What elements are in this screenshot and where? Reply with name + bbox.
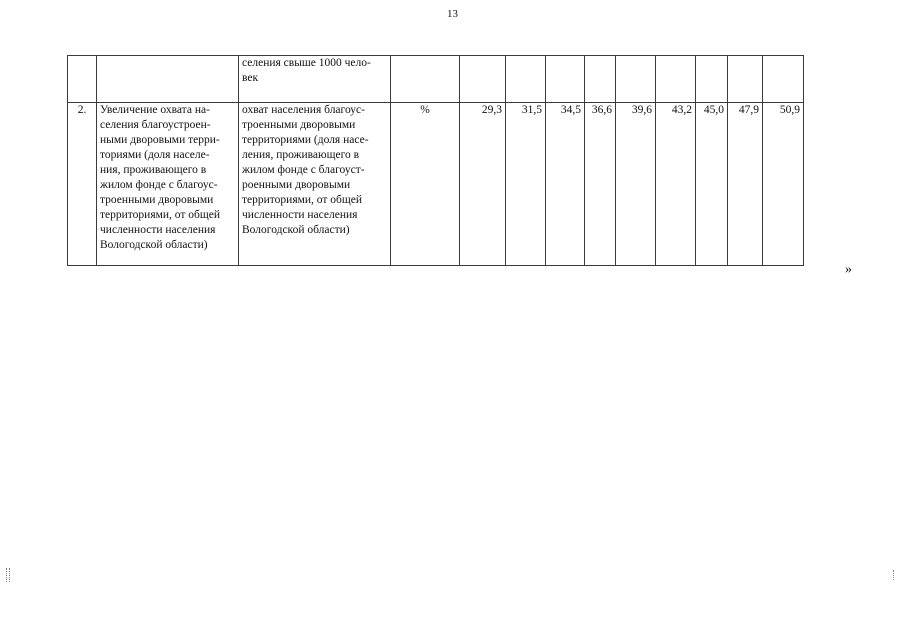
value-cell: [763, 56, 804, 103]
value-cell: [506, 56, 546, 103]
value-cell: 43,2: [656, 103, 696, 266]
value-cell: 39,6: [616, 103, 656, 266]
value-cell: 50,9: [763, 103, 804, 266]
value-cell: [656, 56, 696, 103]
goal-cell: [97, 56, 239, 103]
indicator-cell: селения свыше 1000 чело- век: [239, 56, 391, 103]
row-number-cell: [68, 56, 97, 103]
table-row: [68, 56, 804, 103]
table-row: [68, 103, 804, 266]
unit-cell: [391, 56, 460, 103]
indicator-table: [67, 55, 804, 266]
value-cell: [616, 56, 656, 103]
value-cell: 45,0: [696, 103, 728, 266]
row-number-cell: 2.: [68, 103, 97, 266]
value-cell: 47,9: [728, 103, 763, 266]
margin-mark: [6, 568, 10, 582]
page-number: 13: [447, 8, 458, 20]
unit-cell: %: [391, 103, 460, 266]
value-cell: 31,5: [506, 103, 546, 266]
margin-dot: [893, 570, 895, 580]
value-cell: 34,5: [546, 103, 585, 266]
value-cell: [585, 56, 616, 103]
goal-cell: Увеличение охвата на- селения благоустроен- ными дворовыми терри- ториями (доля населе- ния, проживающего в жилом фонде с благоус- троенными дворовыми территориями, от общей численности населения Вологодской области): [97, 103, 239, 266]
value-cell: [546, 56, 585, 103]
indicator-cell: охват населения благоус- троенными дворовыми территориями (доля насе- ления, проживающего в жилом фонде с благоуст- роенными дворовыми территориями, от общей численности населения Вологодской области): [239, 103, 391, 266]
value-cell: 29,3: [460, 103, 506, 266]
value-cell: [728, 56, 763, 103]
closing-quote: »: [845, 262, 852, 277]
value-cell: 36,6: [585, 103, 616, 266]
value-cell: [696, 56, 728, 103]
value-cell: [460, 56, 506, 103]
